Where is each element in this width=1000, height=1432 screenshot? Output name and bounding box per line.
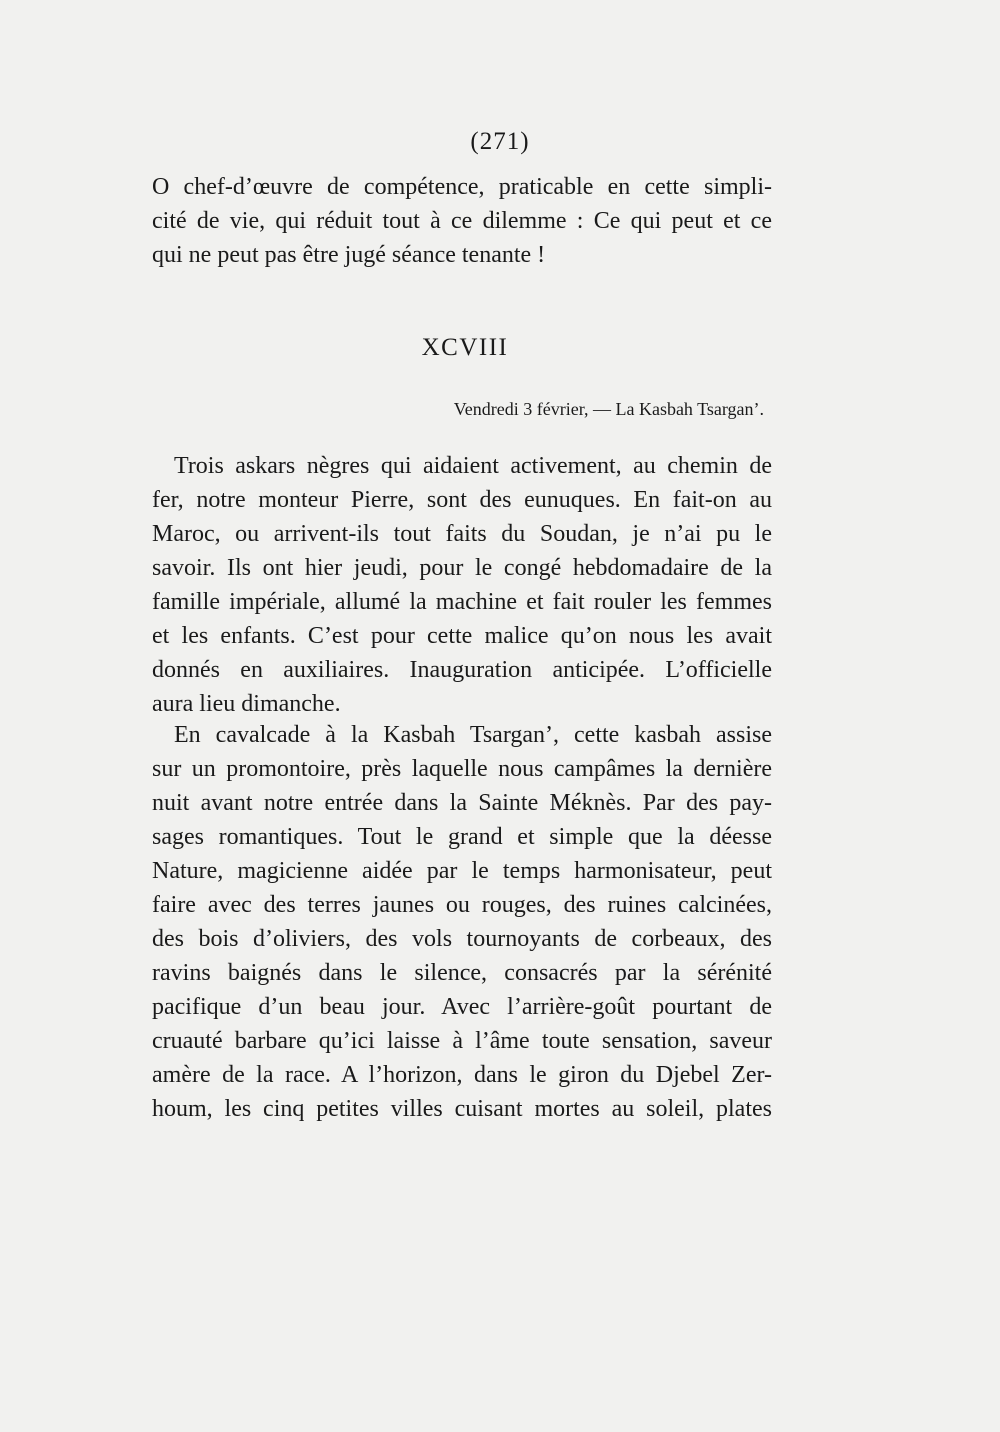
text-line: sages romantiques. Tout le grand et simple que la déesse [152, 824, 772, 850]
section-heading: XCVIII [421, 334, 509, 361]
text-line: qui ne peut pas être jugé séance tenante ! [152, 242, 546, 268]
text-line: faire avec des terres jaunes ou rouges, des ruines calcinées, [152, 892, 772, 918]
text-line: ravins baignés dans le silence, consacrés par la sérénité [152, 960, 772, 986]
text-line: fer, notre monteur Pierre, sont des eunuques. En fait-on au [152, 487, 772, 513]
text-line: pacifique d’un beau jour. Avec l’arrière-goût pourtant de [152, 994, 772, 1020]
text-line: Trois askars nègres qui aidaient activement, au chemin de [174, 453, 772, 479]
paragraph-2 [152, 718, 772, 1126]
page-number: (271) [470, 128, 530, 155]
text-line: aura lieu dimanche. [152, 691, 341, 717]
paragraph-1 [152, 449, 772, 721]
text-line: donnés en auxiliaires. Inauguration anticipée. L’officielle [152, 657, 772, 683]
text-line: amère de la race. A l’horizon, dans le giron du Djebel Zer- [152, 1062, 772, 1088]
text-line: savoir. Ils ont hier jeudi, pour le congé hebdomadaire de la [152, 555, 772, 581]
text-line: cité de vie, qui réduit tout à ce dilemme : Ce qui peut et ce [152, 208, 772, 234]
text-line: cruauté barbare qu’ici laisse à l’âme toute sensation, saveur [152, 1028, 772, 1054]
dateline: Vendredi 3 février, — La Kasbah Tsargan’. [453, 399, 764, 419]
text-line: Maroc, ou arrivent-ils tout faits du Soudan, je n’ai pu le [152, 521, 772, 547]
text-line: sur un promontoire, près laquelle nous campâmes la dernière [152, 756, 772, 782]
text-line: O chef-d’œuvre de compétence, praticable en cette simpli- [152, 174, 772, 200]
text-line: des bois d’oliviers, des vols tournoyants de corbeaux, des [152, 926, 772, 952]
text-line: famille impériale, allumé la machine et fait rouler les femmes [152, 589, 772, 615]
text-line: houm, les cinq petites villes cuisant mortes au soleil, plates [152, 1096, 772, 1122]
intro-paragraph [152, 170, 772, 272]
text-line: et les enfants. C’est pour cette malice qu’on nous les avait [152, 623, 772, 649]
text-line: En cavalcade à la Kasbah Tsargan’, cette kasbah assise [174, 722, 772, 748]
text-line: nuit avant notre entrée dans la Sainte Méknès. Par des pay- [152, 790, 772, 816]
text-line: Nature, magicienne aidée par le temps harmonisateur, peut [152, 858, 772, 884]
